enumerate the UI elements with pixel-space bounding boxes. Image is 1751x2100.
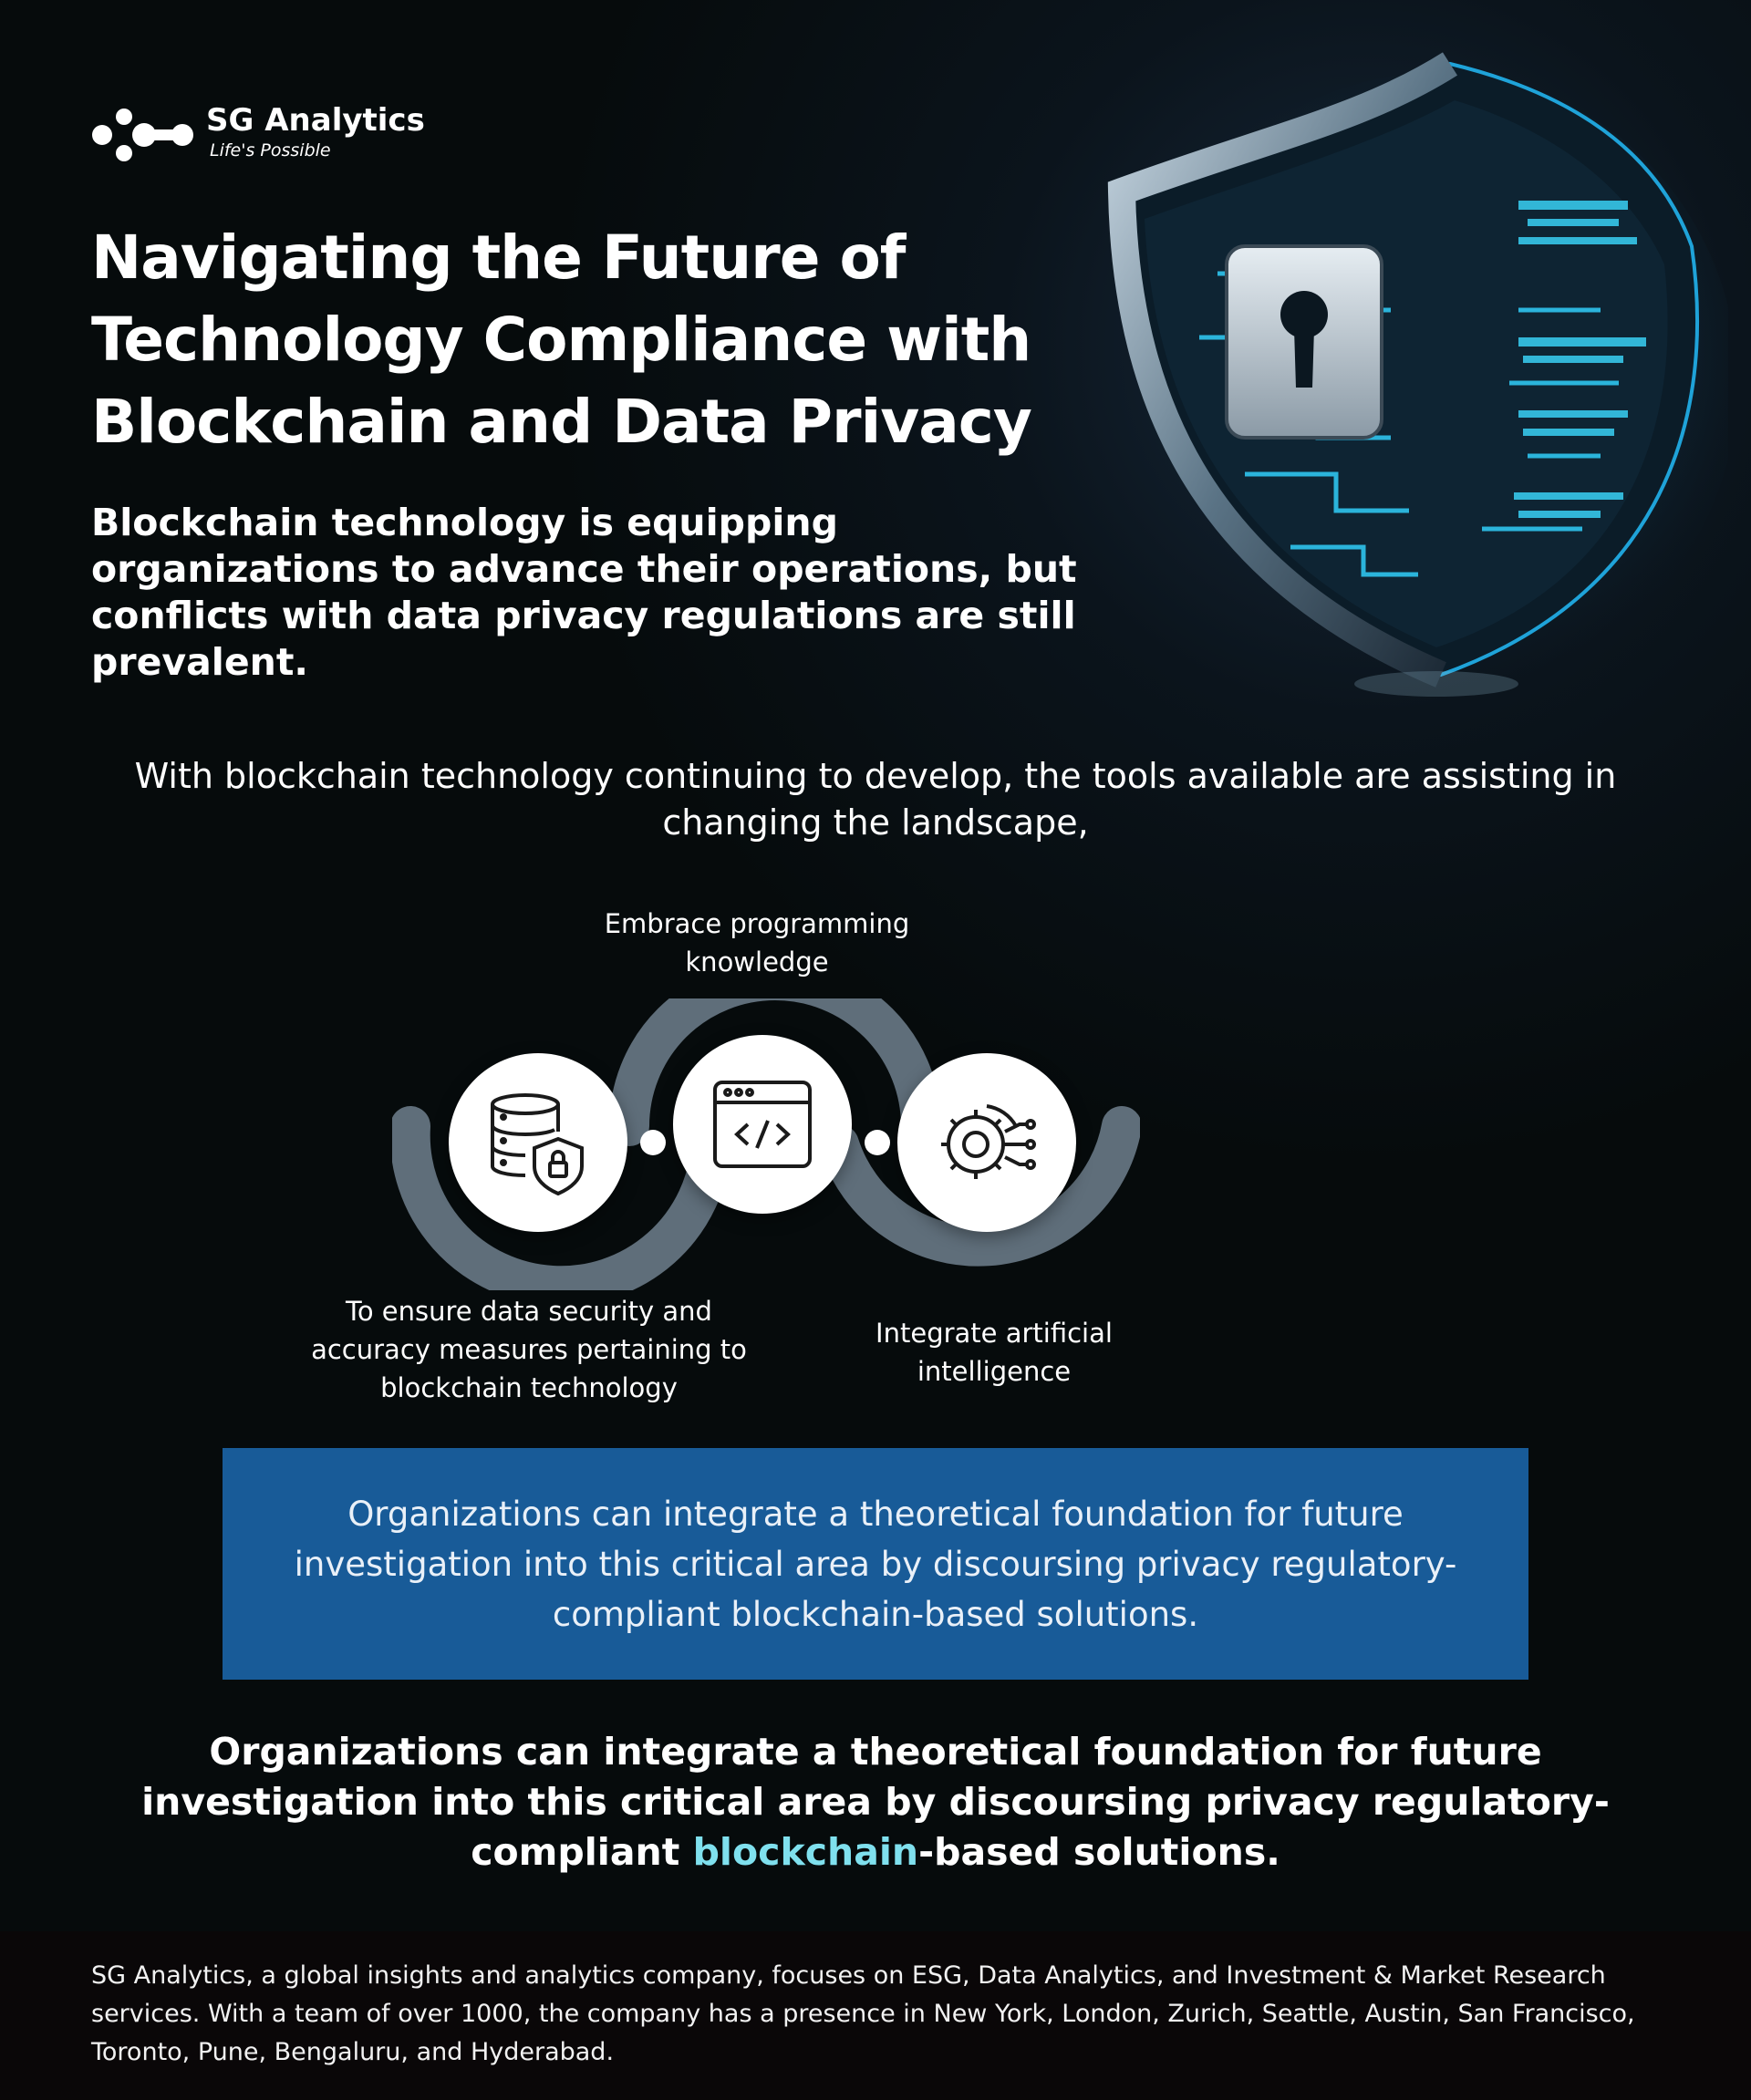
logo-mark-icon <box>91 102 201 166</box>
page-title: Navigating the Future of Technology Compliance with Blockchain and Data Privacy <box>91 222 1031 457</box>
brand-name: SG Analytics <box>206 102 425 139</box>
process-diagram <box>392 998 1140 1290</box>
connector-dot <box>865 1130 890 1155</box>
brand-logo <box>91 102 425 166</box>
code-window-icon <box>708 1070 817 1179</box>
step-label-programming: Embrace programming knowledge <box>604 908 910 978</box>
step-circle-programming <box>673 1035 852 1214</box>
intro-text: With blockchain technology continuing to develop, the tools available are assisting in changing the landscape, <box>134 756 1617 843</box>
ai-gear-circuit-icon <box>932 1088 1041 1197</box>
connector-dot <box>640 1130 666 1155</box>
shield-lock-icon <box>1090 36 1728 729</box>
footer-text: SG Analytics, a global insights and analytics company, focuses on ESG, Data Analytics, and Investment & Market Research services. With a team of over 1000, the company has a presence in New York, London, Zurich, Seattle, Austin, San Francisco, Toronto, Pune, Bengaluru, and Hyderabad. <box>91 1961 1635 2066</box>
summary-text-before: Organizations can integrate a theoretical foundation for future investigation into this critical area by discoursing privacy regulatory-compliant <box>141 1730 1610 1874</box>
step-circle-data-security <box>449 1053 627 1232</box>
database-shield-icon <box>483 1088 593 1197</box>
page-subtitle: Blockchain technology is equipping organizations to advance their operations, but conflicts with data privacy regulations are still prevalent. <box>91 501 1077 684</box>
step-label-data-security: To ensure data security and accuracy measures pertaining to blockchain technology <box>311 1296 747 1403</box>
footer <box>0 1931 1751 2100</box>
step-circle-ai <box>897 1053 1076 1232</box>
summary-highlight: blockchain <box>692 1830 919 1874</box>
brand-tagline: Life's Possible <box>210 140 331 160</box>
callout-box <box>223 1448 1528 1680</box>
summary-text <box>73 1727 1678 1878</box>
callout-text: Organizations can integrate a theoretical foundation for future investigation into this critical area by discoursing privacy regulatory-compliant blockchain-based solutions. <box>294 1494 1457 1634</box>
summary-text-after: -based solutions. <box>918 1830 1280 1874</box>
step-label-ai: Integrate artificial intelligence <box>876 1318 1113 1387</box>
